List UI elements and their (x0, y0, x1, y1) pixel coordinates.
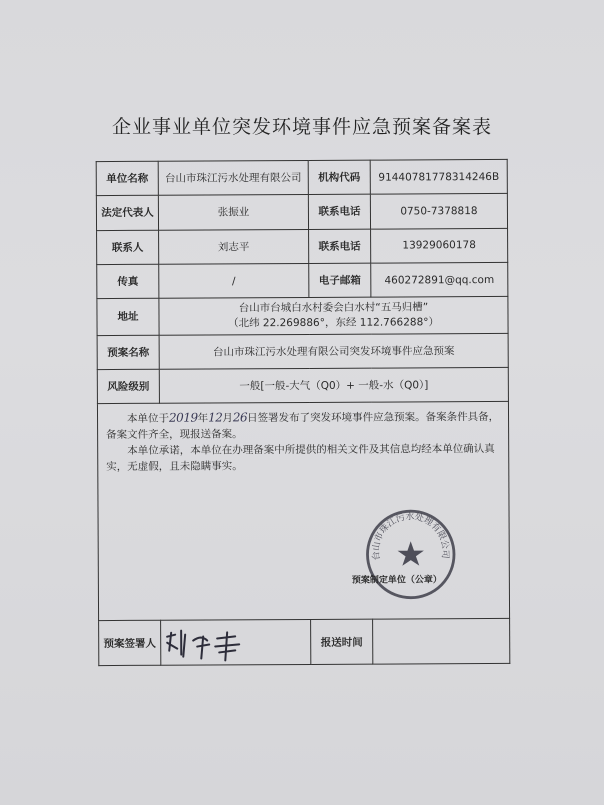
statement-suffix: 日签署发布了突发环境事件应急预案。备案条件具备，备案文件齐全，现报送备案。 (106, 411, 500, 442)
statement-paragraph-2: 本单位承诺，本单位在办理备案中所提供的相关文件及其信息均经本单位确认真实，无虚假，且未隐瞒事实。 (106, 443, 495, 474)
risk-level-value: 一般[一般-大气（Q0）+ 一般-水（Q0）] (159, 367, 508, 403)
plan-name-label: 预案名称 (97, 335, 159, 370)
filing-form-table (96, 159, 511, 666)
org-code-label: 机构代码 (308, 160, 370, 195)
org-code-value: 91440781778314246B (370, 159, 507, 194)
seal-text: 台山市珠江污水处理有限公司 (371, 512, 450, 562)
row-contact (97, 228, 508, 264)
handwritten-month: 12 (208, 410, 223, 425)
legal-rep-label: 法定代表人 (96, 196, 158, 231)
row-statement (97, 402, 509, 621)
address-label: 地址 (97, 299, 159, 336)
unit-name-value: 台山市珠江污水处理有限公司 (158, 160, 308, 195)
document-title: 企业事业单位突发环境事件应急预案备案表 (111, 116, 492, 138)
signer-signature-cell (161, 620, 311, 665)
phone2-value: 13929060178 (371, 228, 508, 263)
handwritten-day: 26 (232, 410, 248, 425)
unit-name-label: 单位名称 (96, 161, 158, 196)
email-label: 电子邮箱 (309, 263, 371, 298)
risk-level-label: 风险级别 (97, 369, 159, 404)
phone1-label: 联系电话 (308, 194, 370, 229)
address-coordinates: （北纬 22.269886°，东经 112.766288°） (228, 316, 440, 330)
row-risk-level (97, 367, 508, 403)
handwritten-signature-icon (161, 627, 251, 663)
statement-cell (97, 402, 509, 621)
address-line1: 台山市台城白水村委会白水村“五马归槽” (238, 301, 429, 315)
statement-prefix: 本单位于 (127, 413, 170, 426)
month-unit: 月 (222, 412, 233, 425)
submit-time-value (373, 619, 510, 664)
plan-name-value: 台山市珠江污水处理有限公司突发环境事件应急预案 (159, 333, 508, 369)
phone1-value: 0750-7378818 (370, 194, 507, 229)
year-unit: 年 (197, 412, 209, 425)
row-address (97, 297, 508, 336)
row-legal-rep (96, 194, 507, 230)
fax-label: 传真 (97, 264, 159, 299)
unit-seal-label: 预案制定单位（公章） (351, 575, 442, 587)
row-fax (97, 262, 508, 298)
email-value: 460272891@qq.com (371, 262, 508, 297)
submit-time-label: 报送时间 (311, 620, 373, 665)
phone2-label: 联系电话 (309, 229, 371, 264)
address-value (159, 297, 508, 335)
fax-value: / (159, 263, 309, 298)
contact-value: 刘志平 (159, 229, 309, 264)
legal-rep-value: 张振业 (158, 195, 308, 230)
row-footer (99, 619, 510, 666)
contact-label: 联系人 (97, 230, 159, 265)
statement-paragraph-1 (106, 408, 500, 443)
signer-label: 预案签署人 (99, 621, 161, 666)
row-unit-name (96, 159, 507, 195)
handwritten-year: 2019 (168, 410, 198, 426)
row-plan-name (97, 333, 508, 369)
